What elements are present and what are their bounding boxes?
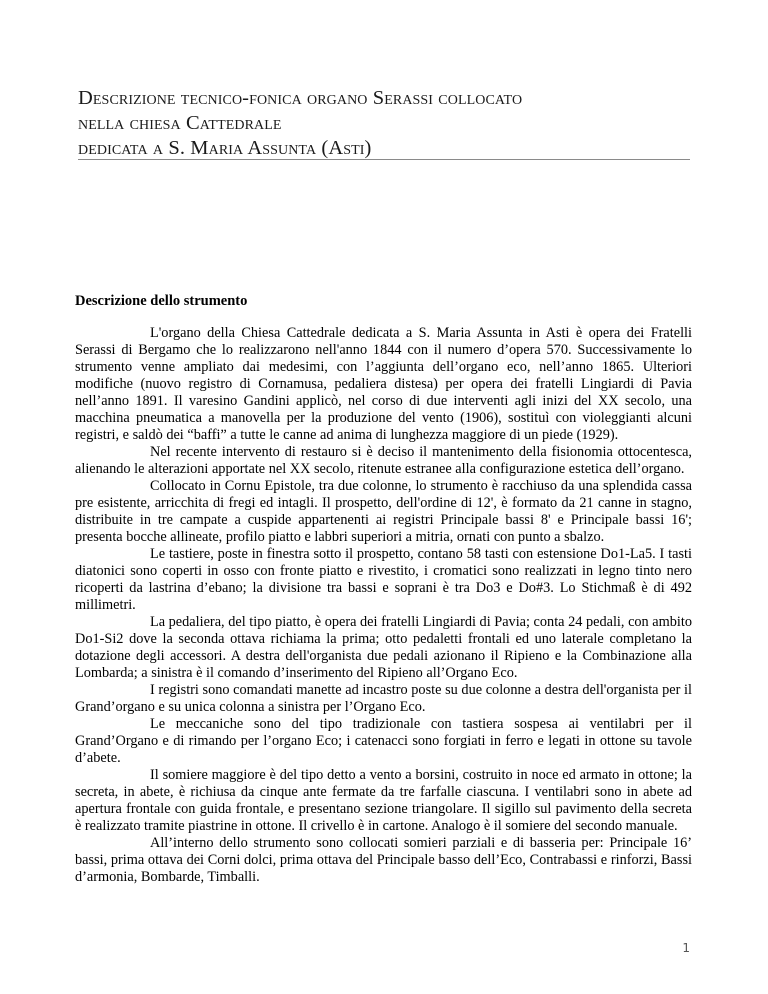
paragraph-mechanics: Le meccaniche sono del tipo tradizionale con tastiera sospesa ai ventilabri per il Grand’Organo e di rimando per l’organo Eco; i catenacci sono forgiati in ferro e legati in ottone su tavole d’abete. <box>75 716 692 766</box>
document-body <box>75 325 692 886</box>
section-heading: Descrizione dello strumento <box>75 293 248 309</box>
paragraph-case: Collocato in Cornu Epistole, tra due colonne, lo strumento è racchiuso da una splendida cassa pre esistente, arricchita di fregi ed intagli. Il prospetto, dell'ordine di 12', è formato da 21 canne in stagno, distribuite in tre campate a cuspide appartenenti ai registri Principale bassi 8' e Principale bassi 16'; presenta bocche allineate, profilo piatto e labbri superiori a mitria, ornati con punto a sbalzo. <box>75 478 692 545</box>
paragraph-restoration: Nel recente intervento di restauro si è deciso il mantenimento della fisionomia ottocentesca, alienando le alterazioni apportate nel XX secolo, ritenute estranee alla configurazione estetica dell’organo. <box>75 444 692 477</box>
paragraph-history: L'organo della Chiesa Cattedrale dedicata a S. Maria Assunta in Asti è opera dei Fratelli Serassi di Bergamo che lo realizzarono nell'anno 1844 con il numero d’opera 570. Successivamente lo strumento venne ampliato dai medesimi, con l’aggiunta dell’organo eco, nell’anno 1865. Ulteriori modifiche (nuovo registro di Cornamusa, pedaliera distesa) per opera dei fratelli Lingiardi di Pavia nell’anno 1891. Il varesino Gandini applicò, nel corso di due interventi agli inizi del XX secolo, una macchina pneumatica a manovella per la produzione del vento (1906), sostituì con violeggianti alcuni registri, e saldò dei “baffi” a tutte le canne ad anima di lunghezza maggiore di un piede (1929). <box>75 325 692 443</box>
page-number: 1 <box>682 941 690 955</box>
document-title <box>78 86 688 161</box>
title-line-2: nella chiesa Cattedrale <box>78 112 282 134</box>
title-line-3: dedicata a S. Maria Assunta (Asti) <box>78 137 372 159</box>
title-divider <box>78 159 690 160</box>
paragraph-windchest: Il somiere maggiore è del tipo detto a vento a borsini, costruito in noce ed armato in ottone; la secreta, in abete, è richiusa da cinque ante fermate da tre farfalle ciascuna. I ventilabri sono in abete ad apertura frontale con guida frontale, e presentano sezione triangolare. Il sigillo sul pavimento della secreta è realizzato tramite piastrine in ottone. Il crivello è in cartone. Analogo è il somiere del secondo manuale. <box>75 767 692 834</box>
paragraph-keyboards: Le tastiere, poste in finestra sotto il prospetto, contano 58 tasti con estensione Do1-La5. I tasti diatonici sono coperti in osso con fronte piatto e rivestito, i cromatici sono realizzati in legno tinto nero ricoperti da lastrina d’ebano; la divisione tra bassi e soprani è tra Do3 e Do#3. Lo Stichmaß è di 492 millimetri. <box>75 546 692 613</box>
paragraph-stops: I registri sono comandati manette ad incastro poste su due colonne a destra dell'organista per il Grand’organo e su unica colonna a sinistra per l’Organo Eco. <box>75 682 692 715</box>
title-line-1: Descrizione tecnico-fonica organo Serassi collocato <box>78 87 523 109</box>
paragraph-pedalboard: La pedaliera, del tipo piatto, è opera dei fratelli Lingiardi di Pavia; conta 24 pedali, con ambito Do1-Si2 dove la seconda ottava richiama la prima; otto pedaletti frontali ed uno laterale completano la dotazione degli accessori. A destra dell'organista due pedali azionano il Ripieno e la Combinazione alla Lombarda; a sinistra è il comando d’inserimento del Ripieno all’Organo Eco. <box>75 614 692 681</box>
paragraph-partial-chests: All’interno dello strumento sono collocati somieri parziali e di basseria per: Principale 16’ bassi, prima ottava dei Corni dolci, prima ottava del Principale basso dell’Eco, Contrabassi e rinforzi, Bassi d’armonia, Bombarde, Timballi. <box>75 835 692 885</box>
